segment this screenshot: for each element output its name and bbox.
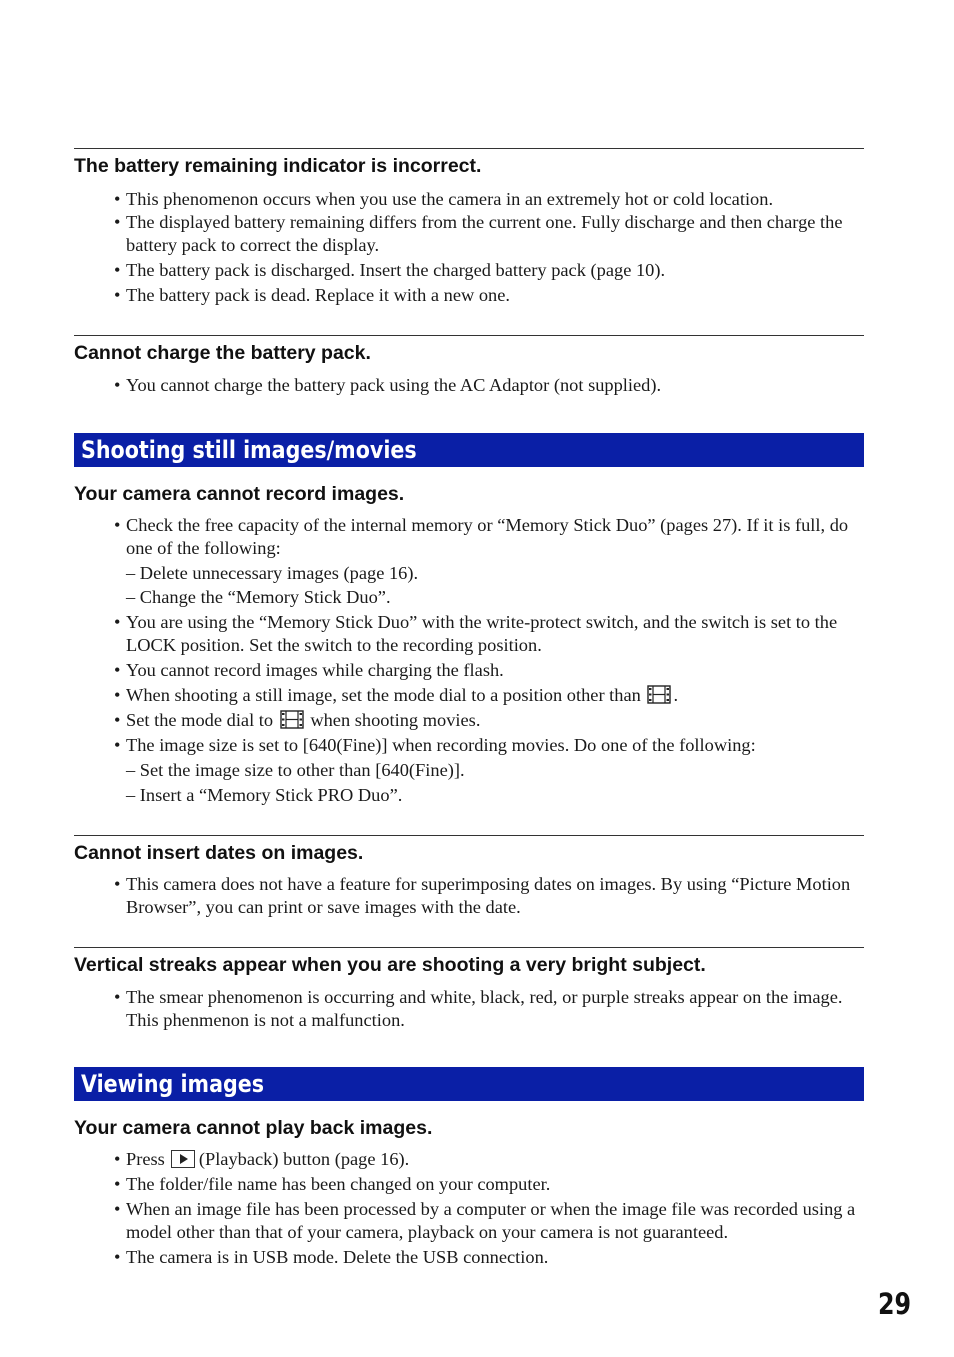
list-item — [114, 211, 864, 257]
bullet: • — [114, 375, 121, 395]
bullet: • — [114, 1174, 121, 1194]
list-item-text: The folder/file name has been changed on your computer. — [126, 1174, 551, 1194]
question-heading: Vertical streaks appear when you are shooting a very bright subject. — [74, 954, 706, 976]
bullet: • — [114, 1247, 121, 1267]
list-item-text — [114, 684, 864, 707]
bullet: • — [114, 212, 121, 232]
list-item-text — [114, 709, 864, 732]
list-item-text: Check the free capacity of the internal memory or “Memory Stick Duo” (pages 27). If it is full, do one of the following: — [126, 515, 849, 558]
question-heading: Cannot charge the battery pack. — [74, 342, 371, 364]
list-item-text: The displayed battery remaining differs from the current one. Fully discharge and then charge the battery pack to correct the display. — [126, 212, 843, 255]
list-item-text-start: Set the mode dial to — [126, 710, 274, 730]
question-heading: Your camera cannot record images. — [74, 483, 405, 505]
list-item-text-end: . — [673, 685, 679, 705]
bullet: • — [114, 660, 121, 680]
list-item — [114, 684, 864, 707]
list-item — [114, 188, 864, 211]
list-item — [114, 259, 864, 282]
list-item-text: This phenomenon occurs when you use the camera in an extremely hot or cold location. — [126, 189, 774, 209]
divider-rule — [74, 335, 864, 336]
list-item — [114, 1173, 864, 1196]
list-item-text: The camera is in USB mode. Delete the USB connection. — [126, 1247, 549, 1267]
bullet: • — [114, 685, 121, 705]
movie-mode-icon — [280, 710, 304, 729]
list-item — [114, 284, 864, 307]
question-heading: The battery remaining indicator is incorrect. — [74, 155, 482, 177]
bullet: • — [114, 189, 121, 209]
list-item-text: The battery pack is discharged. Insert the charged battery pack (page 10). — [126, 260, 666, 280]
playback-icon — [171, 1150, 195, 1168]
question-heading: Cannot insert dates on images. — [74, 842, 364, 864]
bullet: • — [114, 612, 121, 632]
bullet: • — [114, 987, 121, 1007]
bullet: • — [114, 1199, 121, 1219]
bullet: • — [114, 874, 121, 894]
list-item — [114, 1246, 864, 1269]
bullet: • — [114, 1149, 121, 1169]
list-item-text: You cannot charge the battery pack using the AC Adaptor (not supplied). — [126, 375, 662, 395]
section-heading-bar — [74, 433, 864, 467]
bullet: • — [114, 735, 121, 755]
list-item — [114, 514, 864, 560]
sub-item: – Delete unnecessary images (page 16). — [126, 563, 419, 583]
bullet: • — [114, 285, 121, 305]
list-item-text-end: (Playback) button (page 16). — [198, 1149, 410, 1169]
section-heading-bar — [74, 1067, 864, 1101]
sub-item: – Insert a “Memory Stick PRO Duo”. — [126, 785, 403, 805]
movie-mode-icon — [647, 685, 671, 704]
divider-rule — [74, 835, 864, 836]
bullet: • — [114, 260, 121, 280]
list-item — [114, 709, 864, 732]
section-heading: Viewing images — [81, 1070, 265, 1098]
list-item-text-start: When shooting a still image, set the mode dial to a position other than — [126, 685, 641, 705]
list-item-text-start: Press — [126, 1149, 165, 1169]
list-item — [114, 1198, 864, 1244]
list-item — [114, 1148, 864, 1171]
list-item — [114, 611, 864, 657]
bullet: • — [114, 515, 121, 535]
list-item-text: When an image file has been processed by a computer or when the image file was recorded using a model other than that of your camera, playback on your camera is not guaranteed. — [126, 1199, 856, 1242]
list-item-text: This camera does not have a feature for superimposing dates on images. By using “Picture Motion Browser”, you can print or save images with the date. — [126, 874, 851, 917]
list-item — [114, 374, 864, 397]
divider-rule — [74, 148, 864, 149]
list-item-text: You are using the “Memory Stick Duo” with the write-protect switch, and the switch is set to the LOCK position. Set the switch to the recording position. — [126, 612, 838, 655]
sub-item: – Set the image size to other than [640(Fine)]. — [126, 760, 465, 780]
question-heading: Your camera cannot play back images. — [74, 1117, 433, 1139]
list-item-text: The smear phenomenon is occurring and white, black, red, or purple streaks appear on the image. This phenmenon is not a malfunction. — [126, 987, 843, 1030]
list-item-text — [114, 1148, 864, 1171]
sub-item: – Change the “Memory Stick Duo”. — [126, 587, 391, 607]
list-item-text: The battery pack is dead. Replace it with a new one. — [126, 285, 511, 305]
list-item-text-end: when shooting movies. — [310, 710, 481, 730]
list-item — [114, 734, 864, 757]
divider-rule — [74, 947, 864, 948]
page-number: 29 — [878, 1287, 912, 1321]
list-item-text: The image size is set to [640(Fine)] when recording movies. Do one of the following: — [126, 735, 756, 755]
list-item — [114, 659, 864, 682]
bullet: • — [114, 710, 121, 730]
list-item — [114, 873, 864, 919]
list-item — [114, 986, 864, 1032]
list-item-text: You cannot record images while charging the flash. — [126, 660, 504, 680]
section-heading: Shooting still images/movies — [81, 436, 417, 464]
